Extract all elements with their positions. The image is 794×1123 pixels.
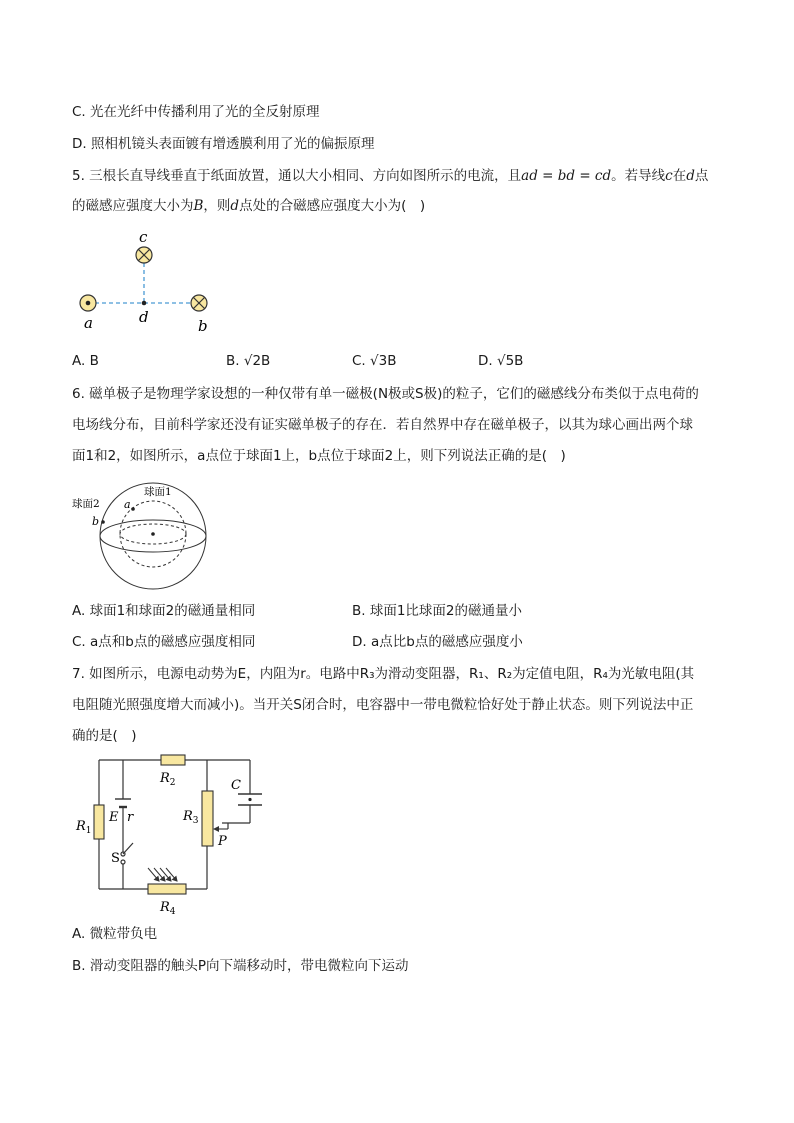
q5-text: 。若导线	[611, 168, 666, 184]
q5-wires-figure	[72, 228, 222, 338]
label-e: E	[109, 810, 119, 825]
label-b: b	[92, 515, 100, 528]
photoresistor-r4	[148, 884, 186, 894]
q5-text: 的磁感应强度大小为	[72, 198, 194, 214]
q5-option-a: A. B	[72, 353, 99, 369]
label-r2: $R_2$	[160, 771, 176, 788]
label-b: b	[198, 317, 208, 335]
q7-option-b: B. 滑动变阻器的触头P向下端移动时，带电微粒向下运动	[72, 958, 409, 974]
q5-option-b: B. √2B	[226, 353, 271, 369]
label-r4: $R_4$	[160, 900, 176, 917]
label-d: d	[139, 308, 149, 326]
q5-text: ，则	[203, 198, 231, 214]
q4-option-d: D. 照相机镜头表面镀有增透膜利用了光的偏振原理	[72, 136, 375, 152]
q6-stem-line2: 电场线分布，目前科学家还没有证实磁单极子的存在．若自然界中存在磁单极子，以其为球心画出两个球	[72, 417, 693, 433]
label-r1: $R_1$	[76, 819, 92, 836]
q6-stem-line1: 6. 磁单极子是物理学家设想的一种仅带有单一磁极(N极或S极)的粒子，它们的磁感线分布类似于点电荷的	[72, 386, 699, 402]
q5-stem-line2	[72, 196, 425, 216]
label-s: S	[111, 851, 120, 866]
resistor-r2	[161, 755, 185, 765]
q5-text: 5. 三根长直导线垂直于纸面放置，通以大小相同、方向如图所示的电流，且	[72, 168, 522, 184]
q5-var: c	[665, 168, 673, 184]
wire-a-out-of-page-icon	[80, 295, 96, 311]
label-c: C	[231, 778, 241, 793]
sphere-2-equator	[100, 520, 206, 552]
q7-stem-line1: 7. 如图所示，电源电动势为E，内阻为r。电路中R₃为滑动变阻器，R₁、R₂为定值电阻，R₄为光敏电阻(其	[72, 666, 695, 682]
point-d-dot	[142, 301, 147, 306]
q5-text: 点处的合磁感应强度大小为( )	[239, 198, 426, 214]
q6-option-d: D. a点比b点的磁感应强度小	[352, 634, 523, 650]
q5-var: B	[193, 198, 204, 214]
q5-var: d	[686, 168, 695, 184]
q6-stem-line3: 面1和2，如图所示，a点位于球面1上，b点位于球面2上，则下列说法正确的是( )	[72, 448, 566, 464]
slider-arrow-head	[213, 826, 219, 832]
q5-text: 点	[694, 168, 709, 184]
label-sphere-1: 球面1	[144, 486, 172, 498]
q5-text: 在	[672, 168, 687, 184]
q7-stem-line2: 电阻随光照强度增大而减小)。当开关S闭合时，电容器中一带电微粒恰好处于静止状态。则下列说法中正	[72, 697, 694, 713]
q6-option-b: B. 球面1比球面2的磁通量小	[352, 603, 523, 619]
sphere-2-outline	[100, 483, 206, 589]
q6-option-a: A. 球面1和球面2的磁通量相同	[72, 603, 256, 619]
q6-option-c: C. a点和b点的磁感应强度相同	[72, 634, 256, 650]
q5-var: d	[230, 198, 240, 214]
q7-circuit-figure	[70, 750, 270, 920]
q5-option-d: D. √5B	[478, 353, 524, 369]
label-r3: $R_3$	[183, 809, 199, 826]
q4-option-c: C. 光在光纤中传播利用了光的全反射原理	[72, 104, 320, 120]
q5-equation: ad = bd = cd	[521, 168, 612, 184]
label-sphere-2: 球面2	[72, 498, 100, 510]
battery-icon	[115, 799, 131, 807]
label-c: c	[139, 228, 148, 246]
rheostat-r3	[202, 791, 213, 846]
label-a: a	[84, 314, 93, 332]
wire-b-into-page-icon	[191, 295, 207, 311]
label-a: a	[124, 498, 131, 511]
wire-c-into-page-icon	[136, 247, 152, 263]
q6-spheres-figure	[70, 478, 220, 593]
point-b-dot	[101, 520, 105, 524]
label-r: r	[127, 810, 134, 825]
q7-option-a: A. 微粒带负电	[72, 926, 158, 942]
label-p: P	[218, 834, 227, 849]
resistor-r1	[94, 805, 104, 839]
point-a-dot	[131, 507, 135, 511]
q5-stem-line1	[72, 166, 708, 186]
q7-stem-line3: 确的是( )	[72, 728, 137, 744]
light-rays-icon	[148, 868, 177, 881]
charged-particle-dot	[248, 798, 251, 801]
q5-option-c: C. √3B	[352, 353, 397, 369]
center-dot	[151, 532, 155, 536]
